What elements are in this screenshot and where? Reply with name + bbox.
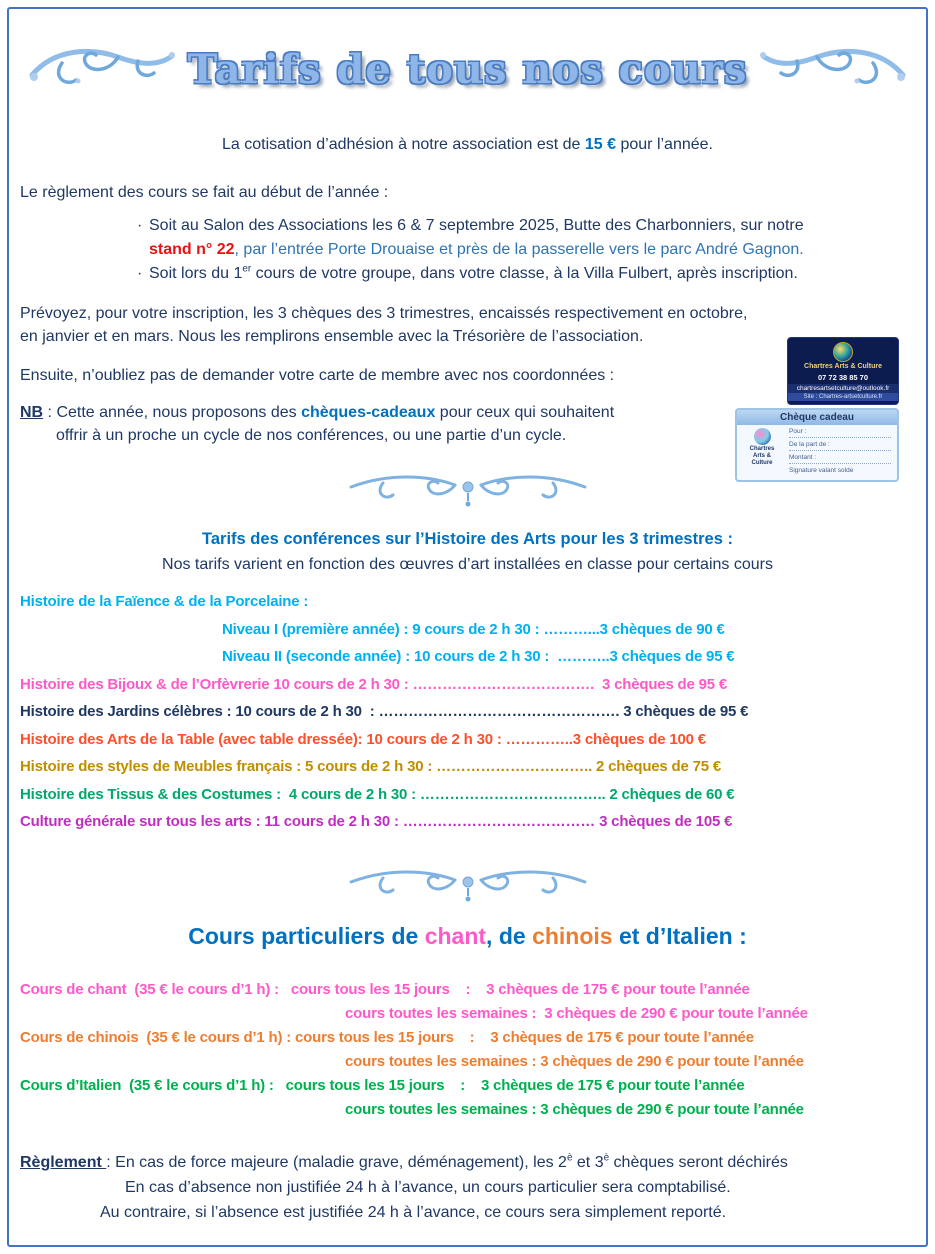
gift-cheque-field: Signature valant solde (789, 467, 854, 474)
private-course-line: cours toutes les semaines : 3 chèques de 290 € pour toute l’année (345, 1052, 804, 1070)
bullet-salon-line2 (149, 238, 915, 262)
conferences-subheading: Nos tarifs varient en fonction des œuvres d’art installées en classe pour certains cours (162, 556, 773, 573)
card-email: chartresartsetculture@outlook.fr (788, 384, 898, 393)
cheques-paragraph (20, 302, 915, 348)
card-brand: Chartres Arts & Culture (804, 363, 882, 370)
rules-label: Règlement (20, 1153, 107, 1171)
conference-tariff-line: Niveau I (première année) : 9 cours de 2 h 30 : ………...3 chèques de 90 € (222, 620, 725, 638)
conference-tariff-line: Histoire de la Faïence & de la Porcelaine : (20, 593, 309, 610)
page-title: Tarifs de tous nos cours (187, 45, 748, 93)
membership-card-image (787, 337, 899, 405)
section-divider (20, 862, 915, 906)
gift-cheque-field: Pour : (789, 428, 891, 438)
divider-ornament-icon (343, 467, 593, 511)
flourish-left-icon (26, 41, 176, 97)
cheques-line2: en janvier et en mars. Nous les remplirons ensemble avec la Trésorière de l’association. (20, 328, 644, 345)
chinois-word: chinois (532, 922, 613, 949)
private-course-line: cours toutes les semaines : 3 chèques de 290 € pour toute l’année (345, 1100, 804, 1118)
bullet-marker: · (137, 265, 143, 282)
nb-line2: offrir à un proche un cycle de nos conférences, ou une partie d’un cycle. (56, 427, 567, 444)
cotisation-text-pre: La cotisation d’adhésion à notre association est de (221, 136, 585, 153)
private-courses-list (20, 978, 915, 1122)
rules-line3: Au contraire, si l’absence est justifiée 24 h à l’avance, ce cours sera simplement reporté. (100, 1203, 727, 1221)
stand-number: stand n° 22 (149, 241, 235, 258)
conference-tariff-line: Histoire des styles de Meubles français : 5 cours de 2 h 30 : ………………………….. 2 chèques de 75 € (20, 758, 721, 775)
association-emblem-icon (833, 342, 853, 362)
conference-tariff-line: Histoire des Tissus & des Costumes : 4 cours de 2 h 30 : ……………………………….. 2 chèques de 60 € (20, 785, 735, 803)
cotisation-line (20, 134, 915, 156)
member-card-line: Ensuite, n’oubliez pas de demander votre carte de membre avec nos coordonnées : (20, 367, 615, 384)
private-course-line: Cours d’Italien (35 € le cours d’1 h) : cours tous les 15 jours : 3 chèques de 175 € pour toute l’année (20, 1076, 745, 1094)
rules-paragraph (20, 1150, 915, 1225)
bullet-salon-associations (135, 214, 915, 262)
conference-tariff-line: Niveau II (seconde année) : 10 cours de 2 h 30 : ………..3 chèques de 95 € (222, 648, 735, 665)
conferences-heading: Tarifs des conférences sur l’Histoire des Arts pour les 3 trimestres : (202, 530, 733, 548)
nb-label: NB (20, 404, 44, 421)
private-course-line: cours toutes les semaines : 3 chèques de 290 € pour toute l’année (345, 1004, 808, 1022)
bullet-premier-cours: · Soit lors du 1er cours de votre groupe, dans votre classe, à la Villa Fulbert, après inscription. (135, 262, 915, 286)
conference-tariff-line: Histoire des Bijoux & de l’Orfèvrerie 10 cours de 2 h 30 : ………………………………. 3 chèques de 95 € (20, 675, 728, 693)
conference-tariff-list (20, 588, 915, 836)
conference-tariff-line: Histoire des Arts de la Table (avec table dressée): 10 cours de 2 h 30 : …………..3 chèques de 100 € (20, 730, 706, 748)
gift-cheque-logo-icon (754, 428, 771, 445)
conference-tariff-line: Culture générale sur tous les arts : 11 cours de 2 h 30 : ………………………………… 3 chèques de 105 € (20, 813, 733, 830)
title-row (20, 36, 915, 102)
rules-line1: Règlement : En cas de force majeure (maladie grave, déménagement), les $2^è$ et $3^è$ chèques seront déchirés (20, 1152, 788, 1171)
gift-cheque-highlight: chèques-cadeaux (301, 404, 436, 421)
private-courses-heading: Cours particuliers de chant, de chinois et d’Italien : (188, 922, 747, 949)
document-content (0, 36, 935, 1225)
stand-location: , par l’entrée Porte Drouaise et près de la passerelle vers le parc André Gagnon. (234, 241, 804, 258)
card-phone: 07 72 38 85 70 (817, 373, 869, 382)
payment-intro-line: Le règlement des cours se fait au début de l’année : (20, 184, 389, 201)
cotisation-amount: 15 € (584, 136, 617, 153)
flourish-right-icon (759, 41, 909, 97)
bullet-salon-line1: Soit au Salon des Associations les 6 & 7 septembre 2025, Butte des Charbonniers, sur notre (149, 217, 804, 234)
gift-cheque-title: Chèque cadeau (737, 410, 897, 425)
card-site: Site : Chartres-artsetculture.fr (788, 393, 898, 401)
chant-word: chant (424, 922, 487, 949)
conference-tariff-line: Histoire des Jardins célèbres : 10 cours de 2 h 30 : …………………………………………. 3 chèques de 95 € (20, 703, 749, 720)
nb-line1: NB : Cette année, nous proposons des chèques-cadeaux pour ceux qui souhaitent (20, 404, 615, 421)
gift-cheque-field: De la part de : (789, 441, 891, 451)
ordinal-superscript: er (242, 263, 252, 275)
gift-cheque-brand: Chartres Arts & Culture (749, 446, 775, 466)
payment-options-list (20, 214, 915, 286)
bullet-marker: · (137, 217, 143, 234)
divider-ornament-icon (343, 862, 593, 906)
cheques-line1: Prévoyez, pour votre inscription, les 3 chèques des 3 trimestres, encaissés respectivement en octobre, (20, 305, 748, 322)
private-course-line: Cours de chant (35 € le cours d’1 h) : cours tous les 15 jours : 3 chèques de 175 € pour toute l’année (20, 980, 750, 998)
rules-line2: En cas d’absence non justifiée 24 h à l’avance, un cours particulier sera comptabilisé. (125, 1178, 731, 1196)
gift-cheque-image (735, 408, 899, 482)
gift-cheque-field: Montant : (789, 454, 891, 464)
private-course-line: Cours de chinois (35 € le cours d’1 h) : cours tous les 15 jours : 3 chèques de 175 € pour toute l’année (20, 1028, 754, 1046)
cotisation-text-post: pour l’année. (616, 136, 713, 153)
